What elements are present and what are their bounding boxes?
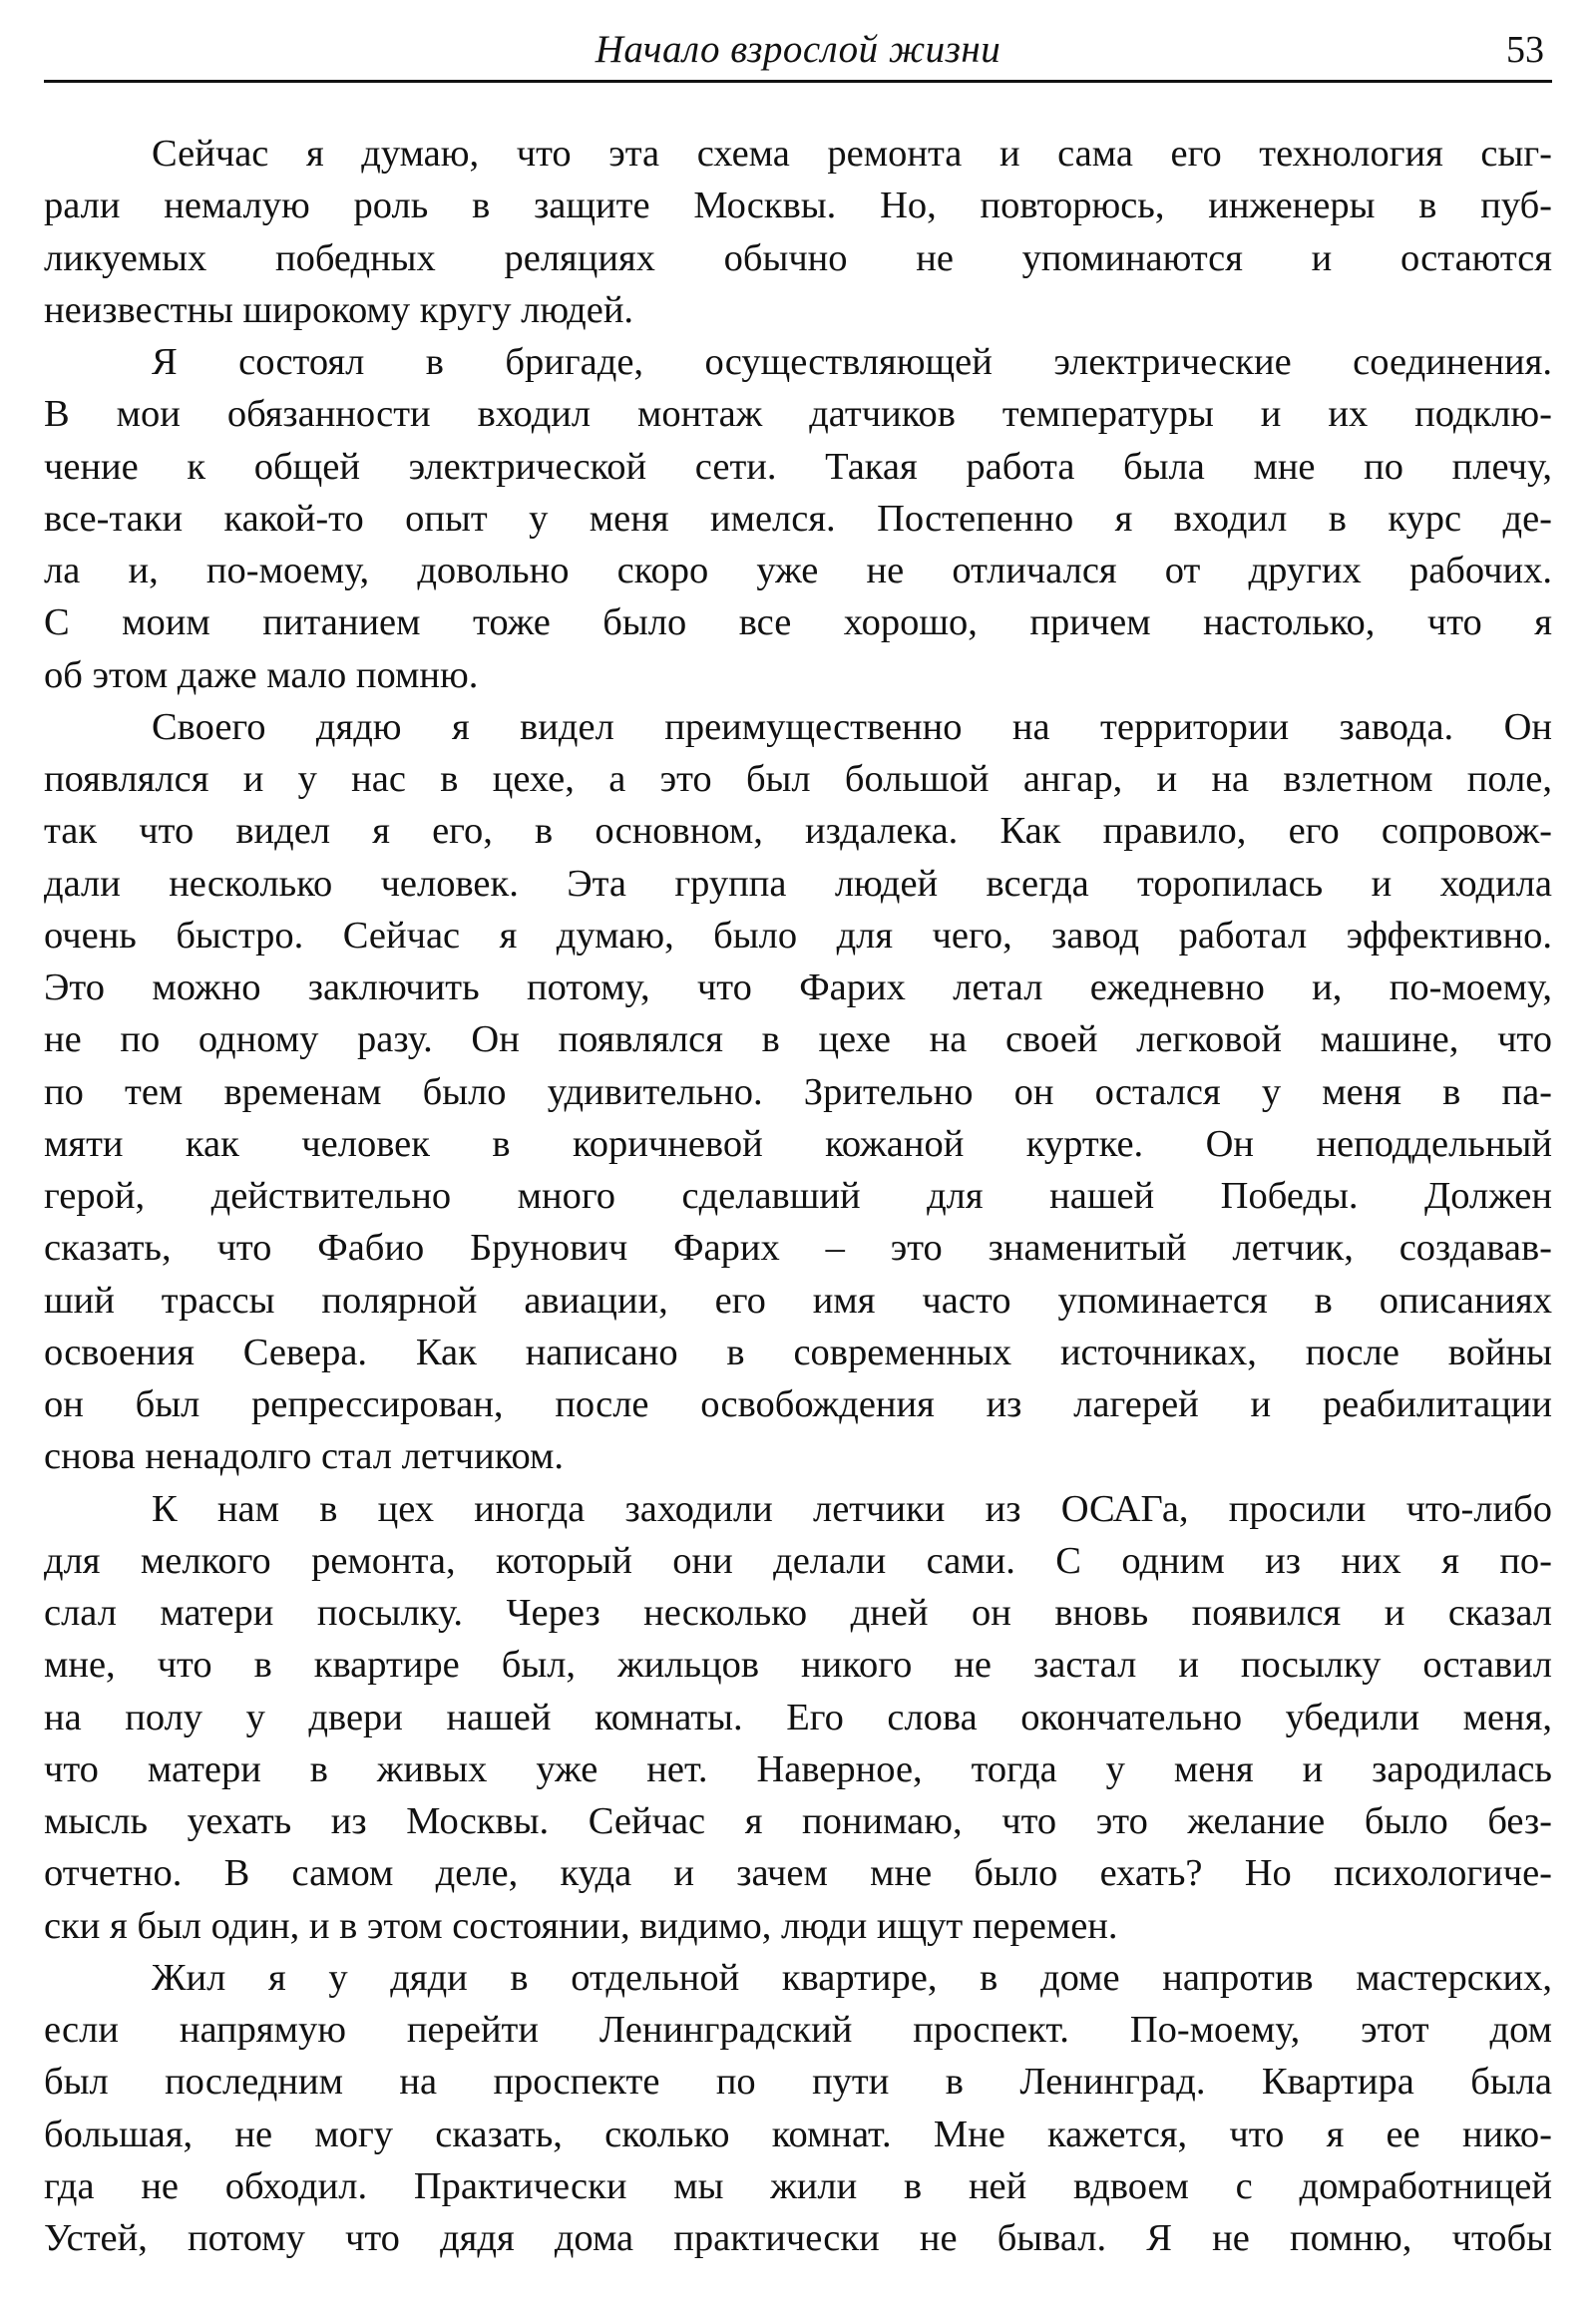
text-line: появлялся и у нас в цехе, а это был большой ангар, и на взлетном поле, <box>44 758 1552 800</box>
text-line: об этом даже мало помню. <box>44 653 479 696</box>
text-line: ски я был один, и в этом состоянии, видимо, люди ищут перемен. <box>44 1904 1118 1947</box>
text-line: гда не обходил. Практически мы жили в ней вдвоем с домработницей <box>44 2164 1552 2207</box>
text-line: Я состоял в бригаде, осуществляющей электрические соединения. <box>152 341 1552 383</box>
paragraph <box>44 1952 1552 2265</box>
text-line: что матери в живых уже нет. Наверное, тогда у меня и зародилась <box>44 1747 1552 1790</box>
text-line: на полу у двери нашей комнаты. Его слова окончательно убедили меня, <box>44 1696 1552 1738</box>
text-line: слал матери посылку. Через несколько дней он вновь появился и сказал <box>44 1592 1552 1634</box>
text-line: С моим питанием тоже было все хорошо, причем настолько, что я <box>44 601 1552 644</box>
text-line: рали немалую роль в защите Москвы. Но, повторюсь, инженеры в пуб- <box>44 185 1552 227</box>
text-line: мысль уехать из Москвы. Сейчас я понимаю, что это желание было без- <box>44 1800 1552 1842</box>
text-line: если напрямую перейти Ленинградский проспект. По-моему, этот дом <box>44 2009 1552 2051</box>
text-line: дали несколько человек. Эта группа людей всегда торопилась и ходила <box>44 862 1552 905</box>
text-line: Жил я у дяди в отдельной квартире, в доме напротив мастерских, <box>152 1956 1552 1999</box>
text-line: мне, что в квартире был, жильцов никого не застал и посылку оставил <box>44 1644 1552 1687</box>
text-line: Это можно заключить потому, что Фарих летал ежедневно и, по-моему, <box>44 966 1552 1008</box>
book-page <box>44 0 1552 2311</box>
text-line: ший трассы полярной авиации, его имя часто упоминается в описаниях <box>44 1279 1552 1322</box>
text-line: герой, действительно много сделавший для нашей Победы. Должен <box>44 1175 1552 1217</box>
running-title: Начало взрослой жизни <box>595 28 1001 71</box>
text-line: так что видел я его, в основном, издалека. Как правило, его сопровож- <box>44 810 1552 853</box>
paragraph <box>44 701 1552 1483</box>
text-line: В мои обязанности входил монтаж датчиков температуры и их подклю- <box>44 393 1552 436</box>
text-line: для мелкого ремонта, который они делали сами. С одним из них я по- <box>44 1539 1552 1582</box>
text-line: был последним на проспекте по пути в Ленинград. Квартира была <box>44 2061 1552 2104</box>
text-line: большая, не могу сказать, сколько комнат. Мне кажется, что я ее нико- <box>44 2113 1552 2155</box>
text-line: не по одному разу. Он появлялся в цехе на своей легковой машине, что <box>44 1018 1552 1061</box>
body-text <box>44 128 1552 2264</box>
page-number: 53 <box>1506 29 1544 71</box>
text-line: отчетно. В самом деле, куда и зачем мне было ехать? Но психологиче- <box>44 1852 1552 1895</box>
text-line: сказать, что Фабио Брунович Фарих – это знаменитый летчик, создавав- <box>44 1227 1552 1270</box>
text-line: чение к общей электрической сети. Такая работа была мне по плечу, <box>44 445 1552 488</box>
paragraph <box>44 1483 1552 1952</box>
text-line: Устей, потому что дядя дома практически не бывал. Я не помню, чтобы <box>44 2217 1552 2259</box>
running-head <box>44 26 1552 76</box>
text-line: К нам в цех иногда заходили летчики из ОСАГа, просили что-либо <box>152 1487 1552 1530</box>
text-line: ликуемых победных реляциях обычно не упоминаются и остаются <box>44 236 1552 279</box>
text-line: мяти как человек в коричневой кожаной куртке. Он неподдельный <box>44 1122 1552 1165</box>
paragraph <box>44 128 1552 336</box>
text-line: очень быстро. Сейчас я думаю, было для чего, завод работал эффективно. <box>44 914 1552 957</box>
text-line: неизвестны широкому кругу людей. <box>44 288 634 331</box>
text-line: Своего дядю я видел преимущественно на территории завода. Он <box>152 705 1552 748</box>
text-line: снова ненадолго стал летчиком. <box>44 1435 564 1478</box>
text-line: ла и, по-моему, довольно скоро уже не отличался от других рабочих. <box>44 550 1552 591</box>
text-line: он был репрессирован, после освобождения из лагерей и реабилитации <box>44 1383 1552 1425</box>
text-line: по тем временам было удивительно. Зрительно он остался у меня в па- <box>44 1070 1552 1113</box>
text-line: все-таки какой-то опыт у меня имелся. Постепенно я входил в курс де- <box>44 497 1552 540</box>
text-line: Сейчас я думаю, что эта схема ремонта и сама его технология сыг- <box>152 133 1552 175</box>
paragraph <box>44 336 1552 701</box>
header-rule <box>44 80 1552 83</box>
text-line: освоения Севера. Как написано в современных источниках, после войны <box>44 1331 1552 1373</box>
